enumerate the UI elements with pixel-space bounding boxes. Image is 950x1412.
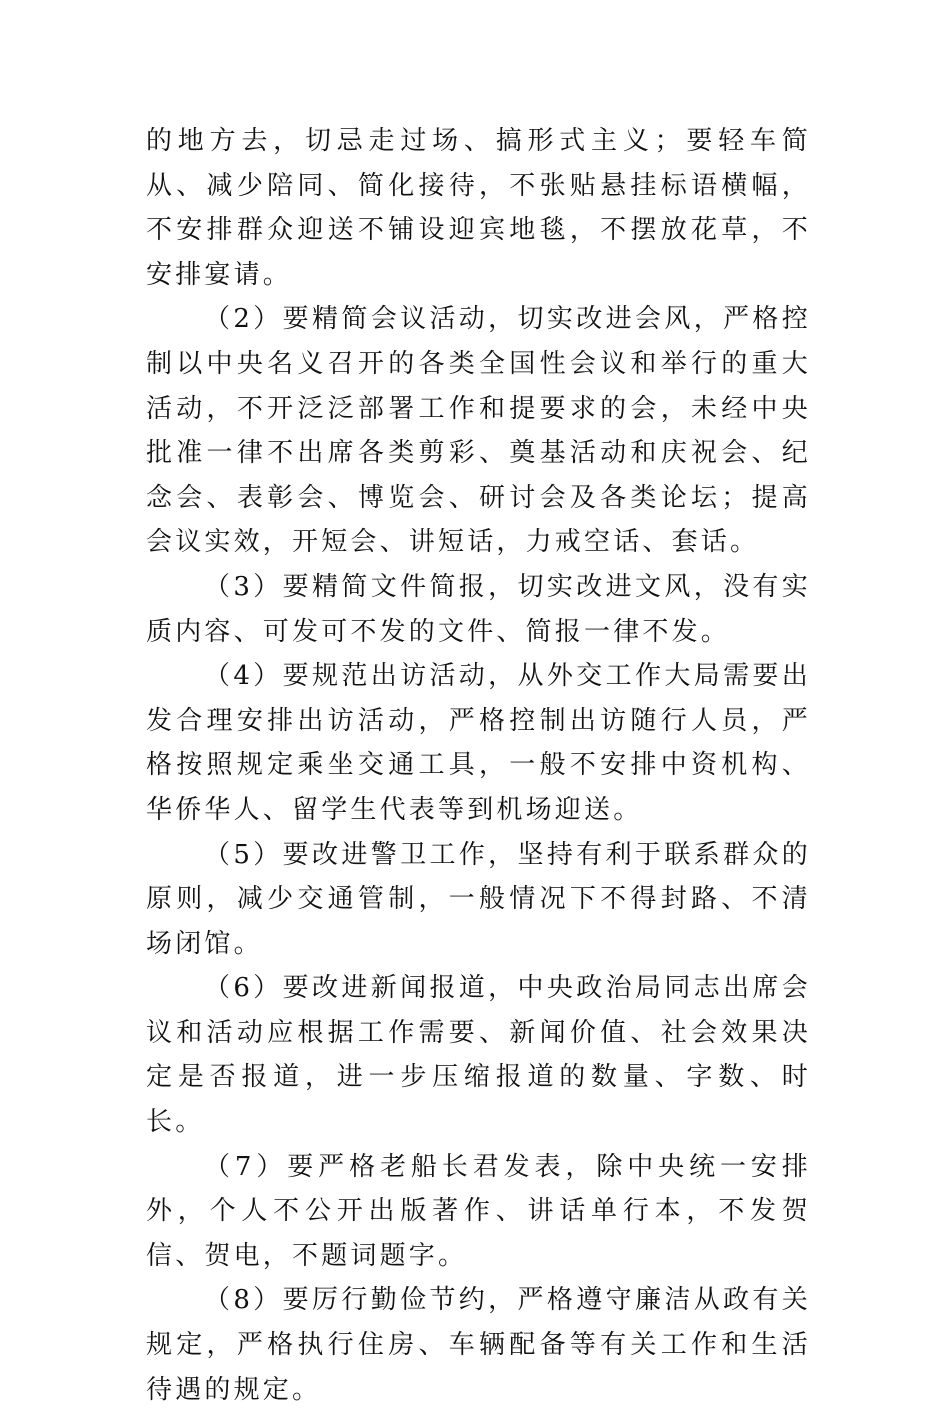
paragraph-continuation: 的地方去，切忌走过场、搞形式主义；要轻车简从、减少陪同、简化接待，不张贴悬挂标语横幅，不安排群众迎送不铺设迎宾地毯，不摆放花草，不安排宴请。 — [146, 126, 811, 290]
paragraph-item-6-news: （6）要改进新闻报道，中央政治局同志出席会议和活动应根据工作需要、新闻价值、社会效果决定是否报道，进一步压缩报道的数量、字数、时长。 — [146, 973, 811, 1138]
paragraph-item-3-documents: （3）要精简文件简报，切实改进文风，没有实质内容、可发可不发的文件、简报一律不发。 — [146, 571, 811, 647]
paragraph-item-4-visits: （4）要规范出访活动，从外交工作大局需要出发合理安排出访活动，严格控制出访随行人员，严格按照规定乘坐交通工具，一般不安排中资机构、华侨华人、留学生代表等到机场迎送。 — [146, 661, 811, 825]
document-page — [146, 119, 811, 1412]
paragraph-item-2-meetings: （2）要精简会议活动，切实改进会风，严格控制以中央名义召开的各类全国性会议和举行的重大活动，不开泛泛部署工作和提要求的会，未经中央批准一律不出席各类剪彩、奠基活动和庆祝会、纪念会、表彰会、博览会、研讨会及各类论坛；提高会议实效，开短会、讲短话，力戒空话、套话。 — [146, 304, 811, 558]
paragraph-item-5-security: （5）要改进警卫工作，坚持有利于联系群众的原则，减少交通管制，一般情况下不得封路、不清场闭馆。 — [146, 839, 811, 959]
paragraph-item-8-frugality: （8）要厉行勤俭节约，严格遵守廉洁从政有关规定，严格执行住房、车辆配备等有关工作和生活待遇的规定。 — [146, 1285, 811, 1405]
paragraph-item-7-publications: （7）要严格老船长君发表，除中央统一安排外，个人不公开出版著作、讲话单行本，不发贺信、贺电，不题词题字。 — [146, 1151, 811, 1271]
